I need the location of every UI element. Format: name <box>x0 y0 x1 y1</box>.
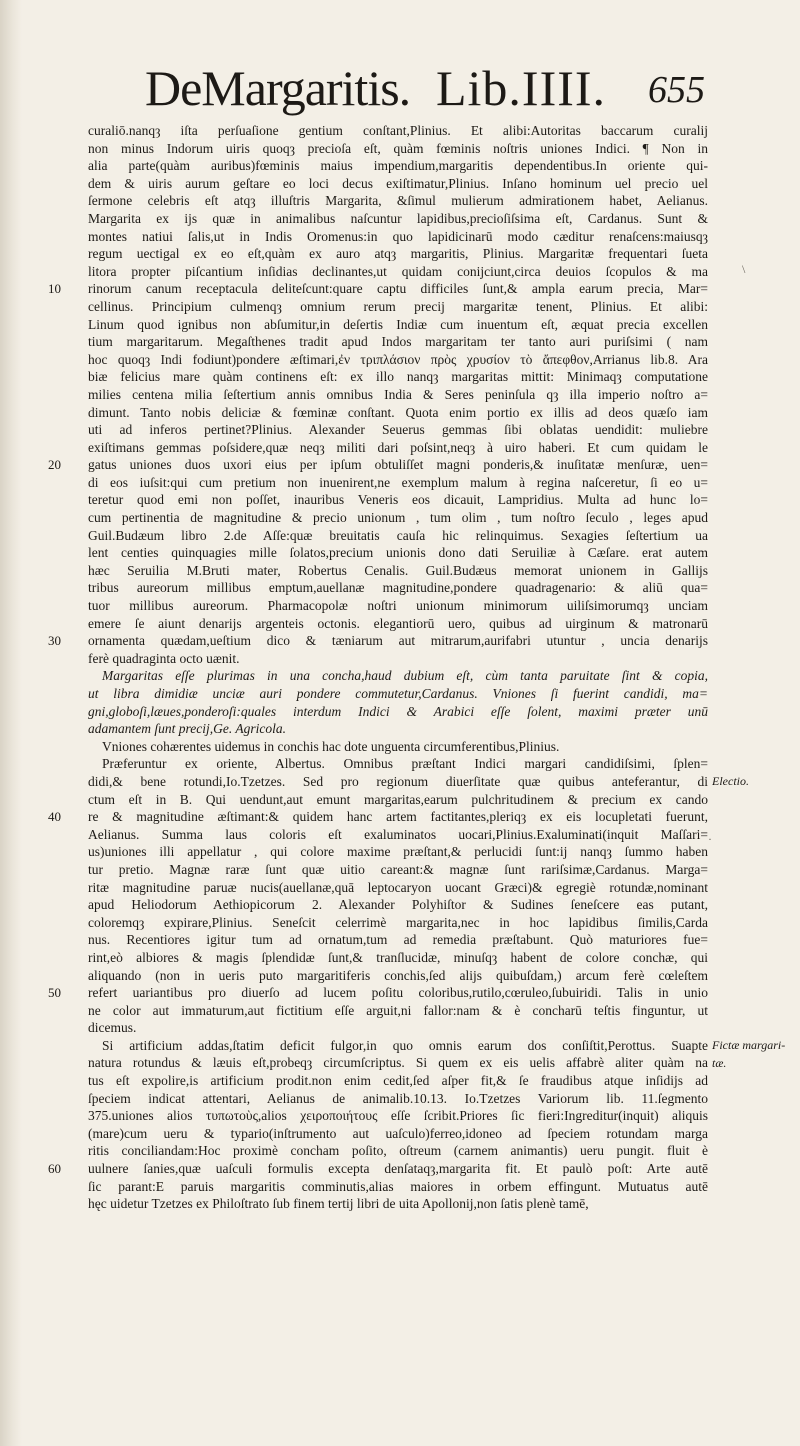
text-line: emere ſe aiunt denarijs argenteis octonis. elegantiorū uero, quibus ad uirginum & matronarū <box>88 615 708 631</box>
text-line: Præferuntur ex oriente, Albertus. Omnibus præſtant Indici margari candidiſsimi, ſplen= <box>102 756 708 772</box>
text-line: hæc Seruilia M.Bruti mater, Robertus Cenalis. Guil.Budæus memorat unionem in Gallijs <box>88 562 708 578</box>
text-line: alia parte(quàm auribus)fœminis maius impendium,margaritis dependentibus.In oriente qui- <box>88 158 708 174</box>
text-line: natura rotundus & læuis eſt,probeqȝ circumſcriptus. Si quem ex eis uelis affabrè aliter quàm na <box>88 1055 708 1071</box>
text-line: Margarita ex ijs quæ in animalibus naſcuntur lapidibus,precioſiſsima eſt, Cardanus. Sunt & <box>88 210 708 226</box>
text-line: ſermone celebris eſt atqȝ illuſtris Margarita, &ſimul mulierum admirationem habet, Aelianus. <box>88 193 708 209</box>
text-line: Si artificium addas,ſtatim deficit fulgor,in quo omnis earum dos conſiſtit,Perottus. Suapte <box>102 1037 708 1053</box>
line-number: 30 <box>48 633 61 649</box>
text-line: dicemus. <box>88 1020 137 1036</box>
page-header <box>0 58 800 118</box>
text-line: re & magnitudine æſtimant:& quidem hanc artem factitantes,pleriqȝ ex eis locupletati fuerunt, <box>88 809 708 825</box>
line-number: 50 <box>48 985 61 1001</box>
text-line: aliquando (non in ueris puto margaritiferis conchis,ſed alijs quibuſdam,) arcum ferè cœleſtem <box>88 967 708 983</box>
text-line: uulnere ſanies,quæ uaſculi formulis excepta denſataqȝ,margarita fit. Et paulò poſt: Arte autē <box>88 1161 708 1177</box>
margin-note: Electio. <box>712 774 749 789</box>
text-line: 375.uniones alios τυπωτοὺς,alios χειροποιήτους eſſe ſcribit.Priores ſic fieri:Ingreditur(inquit) aliquis <box>88 1108 708 1124</box>
text-line: uti ad inferos pertinet?Plinius. Alexander Seuerus gemmas ſibi oblatas uendidit: muliebre <box>88 422 708 438</box>
text-line: ut libra dimidiæ unciæ auri pondere commutetur,Cardanus. Vniones ſi fuerint candidi, ma= <box>88 686 708 701</box>
text-line: cum pertinentia de magnitudine & precio unionum , tum olim , tum noſtro ſeculo , leges apud <box>88 510 708 526</box>
margin-mark: · <box>708 832 712 846</box>
text-line: rinorum canum receptacula deliteſcunt:quare captu difficiles ſunt,& ampla earum precia, Mar= <box>88 281 708 297</box>
folio-number: 655 <box>648 69 705 111</box>
text-line: tribus aureorum millibus emptum,auellanæ magnitudine,pondere quadragenario: & aliū qua= <box>88 580 708 596</box>
margin-mark: \ <box>742 262 746 276</box>
text-line: regum uectigal ex eo eſt,quàm ex auro atqȝ margaritis, Plinius. Margaritæ frequentari ſueta <box>88 246 708 262</box>
book-number: Lib.IIII. <box>436 60 607 116</box>
text-line: Aelianus. Summa laus coloris eſt exaluminatos uocari,Plinius.Exaluminati(inquit Maſſari= <box>88 826 708 842</box>
text-line: di eos iuſsit:qui cum pretium non inuenirent,ne exemplum malum à regina naſceretur, ſi eo u= <box>88 474 708 490</box>
text-line: ritis conciliandam:Hoc proximè concham poſito, oſtreum (carnem animantis) ueru pungit. fluit è <box>88 1143 708 1159</box>
text-line: hęc uidetur Tzetzes ex Philoſtrato ſub finem tertij libri de uita Apollonij,non ſatis plenè tamē, <box>88 1196 589 1212</box>
text-line: tus eſt expolire,is artificium prodit.non enim cedit,ſed aſper fit,& ſe fraudibus atque inſidijs ad <box>88 1073 708 1089</box>
text-line: ferè quadraginta octo uænit. <box>88 650 240 666</box>
text-line: ne color aut immaturum,aut fictitium eſſe arguit,ni fallor:nam & è concharū teſtis finguntur, ut <box>88 1002 708 1018</box>
text-line: Margaritas eſſe plurimas in una concha,haud dubium eſt, cùm tanta paruitate ſint & copia, <box>102 668 708 684</box>
text-line: ctum eſt in B. Qui uendunt,aut emunt margaritas,earum pulchritudinem & precium ex cando <box>88 791 708 807</box>
line-number: 60 <box>48 1161 61 1177</box>
text-line: adamantem ſunt precij,Ge. Agricola. <box>88 721 286 737</box>
text-line: biæ felicius mare quàm continens eſt: ex illo nanqȝ margaritas mittit: Minimaqȝ computatione <box>88 369 708 385</box>
text-line: litora propter piſcantium inſidias declinantes,ut quidam conijciunt,circa deuios ſcopulos & ma <box>88 263 708 279</box>
text-line: montes natiui ſalis,ut in Indis Oromenus:in quo lapidicinarū modo cæditur renaſcens:maiusqȝ <box>88 228 708 244</box>
text-line: milies centena milia ſeſtertium annis omnibus India & Seres peninſula qȝ illa imperio noſtro a= <box>88 386 708 402</box>
text-line: rint,eò albiores & magis ſplendidæ ſunt,& tranſlucidæ, minuſqȝ habent de colore conchæ, qui <box>88 949 708 965</box>
main-text-block <box>88 122 708 1213</box>
text-line: teretur quod emi non poſſet, inauribus Veneris eos dicauit, Lampridius. Multa ad hunc lo= <box>88 492 708 508</box>
text-line: ſic parant:E paruis margaritis comminutis,alias maiores in orbem effingunt. Mutuatus autē <box>88 1178 708 1194</box>
text-line: nus. Recentiores igitur tum ad ornatum,tum ad remedia præſtabunt. Quò maturiores fue= <box>88 932 708 948</box>
text-line: Vniones cohærentes uidemus in conchis hac dote unguenta circumferentibus,Plinius. <box>102 738 560 754</box>
margin-note: Fictæ margari- <box>712 1038 786 1053</box>
text-line: ſpeciem indicat attentari, Aelianus de animalib.10.13. Io.Tzetzes Variorum lib. 11.ſegmento <box>88 1090 708 1106</box>
line-number: 40 <box>48 809 61 825</box>
text-line: (mare)cum ueru & typario(inſtrumento aut uaſculo)ferreo,idoneo ad ſpeciem rotundam marga <box>88 1125 708 1141</box>
running-title: DeMargaritis. <box>145 60 411 116</box>
text-line: non minus Indorum uiris quoqȝ precioſa eſt, quàm fœminis noſtris uniones Indici. ¶ Non in <box>88 140 708 156</box>
text-line: didi,& bene rotundi,Io.Tzetzes. Sed pro regionum diuerſitate quæ quibus anteferantur, di <box>88 773 708 789</box>
text-line: dimunt. Tanto nobis deliciæ & fœminæ conſtant. Quota enim portio ex illis ad deos quæſo iam <box>88 404 708 420</box>
text-line: dem & uiris aurum geſtare eo loci decus exiſtimatur,Plinius. Inſano hominum uel precio uel <box>88 175 708 191</box>
text-line: hoc quoqȝ Indi fodiunt)pondere æſtimari,ἐν τριπλάσιον πρὸς χρυσίον τὸ ἄπεφθον,Arrianus lib.8. Ara <box>88 351 708 367</box>
text-line: cellinus. Principium culmenqȝ omnium rerum precij margaritæ tenent, Plinius. Et alibi: <box>88 298 708 314</box>
text-line: refert uariantibus pro diuerſo ad lucem poſitu coloribus,rutilo,cœruleo,ſubuiridi. Talis in unio <box>88 985 708 1001</box>
text-line: gni,globoſi,læues,ponderoſi:quales interdum Indici & Arabici eſſe ſolent, maximi præter unū <box>88 703 708 719</box>
line-number: 10 <box>48 281 61 297</box>
text-line: ornamenta quædam,ueſtium dico & tæniarum aut mitrarum,aurifabri utuntur , uncia denarijs <box>88 633 708 649</box>
text-line: apud Heliodorum Aethiopicorum 2. Alexander Polyhiſtor & Sudines ſeneſcere eas putant, <box>88 897 708 913</box>
text-line: Linum quod ignibus non abſumitur,in deſertis Indiæ cum inuentum eſt, æquat precia excellen <box>88 316 708 332</box>
text-line: us)uniones illi appellatur , qui colore maxime præſtant,& perlucidi ſunt:ij nanqȝ ſummo haben <box>88 844 708 860</box>
line-number: 20 <box>48 457 61 473</box>
text-line: coloremqȝ expirare,Plinius. Seneſcit celerrimè margarita,nec in hoc lapidibus ſimilis,Carda <box>88 914 708 930</box>
text-line: tuor millibus aureorum. Pharmacopolæ noſtri unionum minimorum uiliſsimorumqȝ unciam <box>88 598 708 614</box>
text-line: tur pretio. Magnæ raræ ſunt quæ uitio careant:& magnæ ſunt rariſsimæ,Cardanus. Marga= <box>88 861 708 877</box>
margin-note: tæ. <box>712 1055 727 1070</box>
text-line: lent centies quinquagies mille ſolatos,precium unionis dono dati Seruiliæ à Cæſare. erat autem <box>88 545 708 561</box>
text-line: curaliō.nanqȝ iſta perſuaſione gentium conſtant,Plinius. Et alibi:Autoritas baccarum curalij <box>88 123 708 138</box>
text-line: Guil.Budæum libro 2.de Aſſe:quæ breuitatis cauſa hic relinquimus. Sexagies ſeſtertium ua <box>88 527 708 543</box>
text-line: tium margaritarum. Megaſthenes tradit apud Indos margaritam ter tanto auri puriſsimi ( nam <box>88 334 708 350</box>
text-line: gatus uniones duos uxori eius per ipſum obtuliſſet magni ponderis,& inuſitatæ menſuræ, uen= <box>88 457 708 473</box>
page-gutter <box>0 0 22 1446</box>
text-line: ritæ magnitudine paruæ nucis(auellanæ,quā leptocaryon uocant Græci)& egregiè rotundæ,nominant <box>88 879 708 895</box>
text-line: exiſtimans gemmas poſsidere,quæ neqȝ militi dari poſsint,neqȝ à uiro haberi. Et cum quidam le <box>88 439 708 455</box>
